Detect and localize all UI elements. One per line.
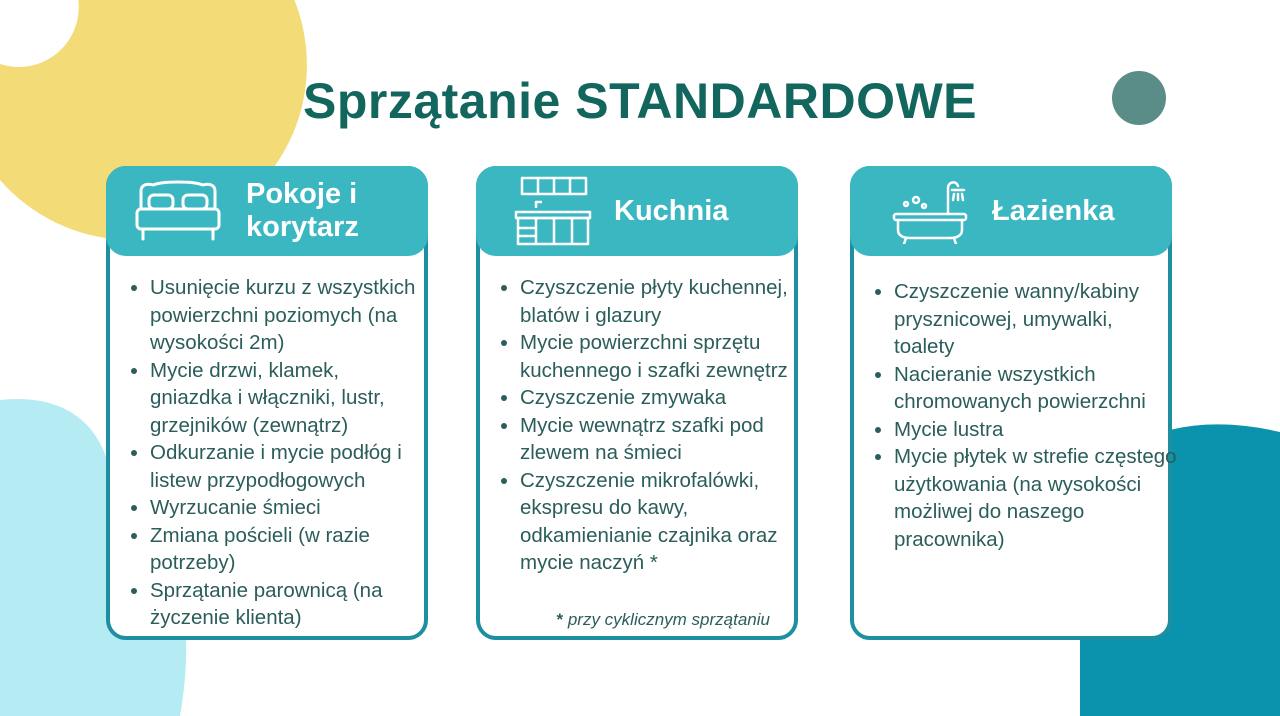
card-kitchen [476,166,798,640]
card-rooms [106,166,428,640]
list-item: Zmiana pościeli (w razie potrzeby) [150,522,424,577]
kitchen-icon [506,171,606,251]
list-item: Sprzątanie parownicą (na życzenie klienta) [150,577,424,632]
bathtub-icon [890,171,970,251]
card-header [476,166,798,256]
list-item: Mycie drzwi, klamek, gniazdka i włączniki, lustr, grzejników (zewnątrz) [150,357,424,440]
card-bathroom [850,166,1177,640]
list-item: Wyrzucanie śmieci [150,494,424,522]
list-item: Mycie płytek w strefie częstego użytkowania (na wysokości możliwej do naszego pracownika) [894,443,1178,553]
list-item: Mycie lustra [894,416,1178,444]
card-title: Łazienka [992,194,1115,227]
bed-icon [128,171,228,251]
page-title: Sprzątanie STANDARDOWE [302,73,977,129]
card-title [246,178,359,244]
card-header [106,166,428,256]
list-item: Czyszczenie płyty kuchennej, blatów i glazury [520,274,794,329]
list-item: Odkurzanie i mycie podłóg i listew przypodłogowych [150,439,424,494]
card-header [850,166,1172,256]
card-list [868,278,1178,553]
card-list [494,274,794,577]
footnote [556,610,770,630]
list-item: Mycie powierzchni sprzętu kuchennego i szafki zewnętrz [520,329,794,384]
card-title: Kuchnia [614,194,729,227]
card-title-line2: korytarz [246,211,359,243]
list-item: Czyszczenie wanny/kabiny prysznicowej, umywalki, toalety [894,278,1178,361]
footnote-star: * [556,610,564,629]
list-item: Nacieranie wszystkich chromowanych powierzchni [894,361,1178,416]
list-item: Czyszczenie zmywaka [520,384,794,412]
list-item: Usunięcie kurzu z wszystkich powierzchni poziomych (na wysokości 2m) [150,274,424,357]
card-list [124,274,424,632]
list-item: Czyszczenie mikrofalówki, ekspresu do kawy, odkamienianie czajnika oraz mycie naczyń * [520,467,794,577]
footnote-text: przy cyklicznym sprzątaniu [567,610,770,629]
card-title-line1: Pokoje i [246,178,358,210]
list-item: Mycie wewnątrz szafki pod zlewem na śmieci [520,412,794,467]
